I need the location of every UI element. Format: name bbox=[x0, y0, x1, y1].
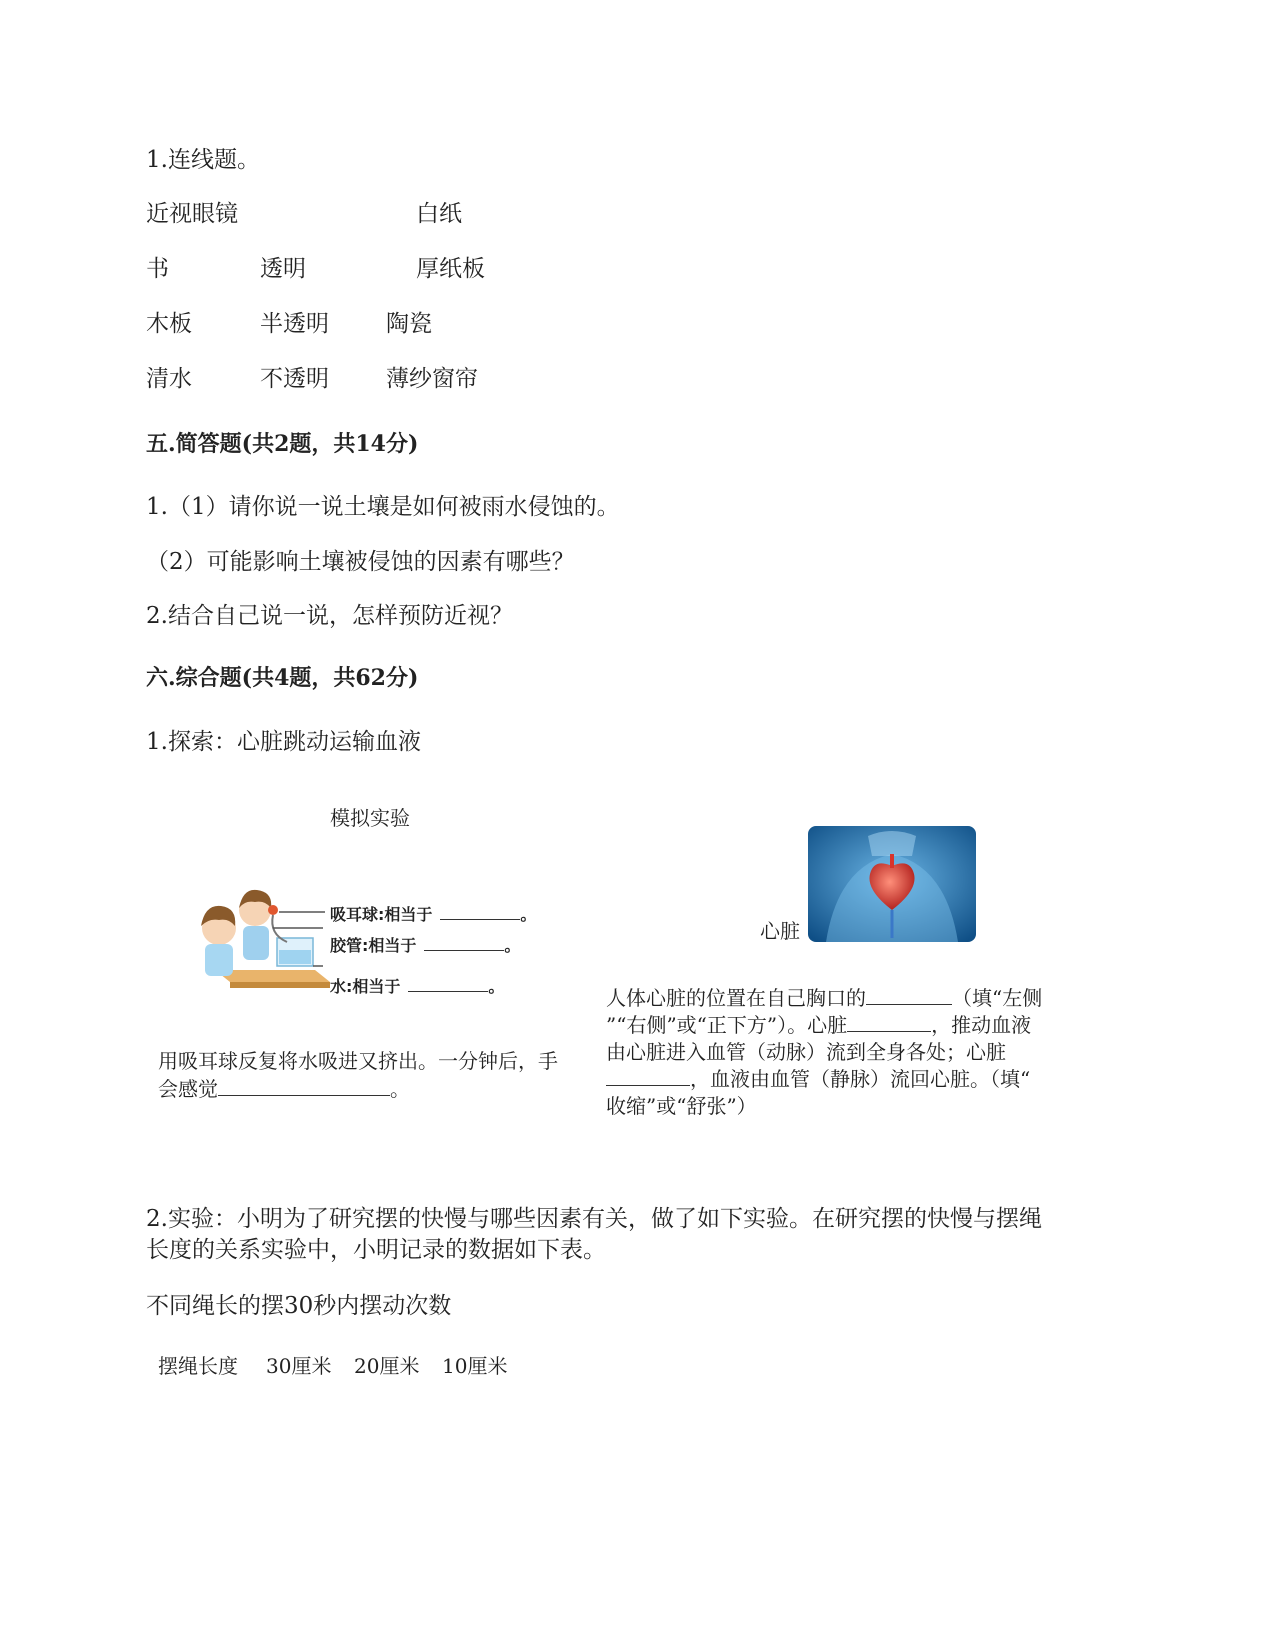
heart-text-line4 bbox=[606, 1066, 1030, 1093]
match-left-4: 清水 bbox=[146, 366, 192, 392]
blank-water[interactable] bbox=[408, 991, 488, 992]
heart-text-p1: 人体心脏的位置在自己胸口的 bbox=[606, 986, 866, 1010]
match-right-1: 白纸 bbox=[416, 201, 462, 227]
sim-text-line2-start: 会感觉 bbox=[158, 1077, 218, 1101]
heart-text-line1 bbox=[606, 985, 1042, 1012]
label-tube-end: 。 bbox=[504, 936, 521, 955]
section-6-q1-title: 1.探索：心脏跳动运输血液 bbox=[146, 729, 421, 755]
match-mid-2: 透明 bbox=[260, 256, 306, 282]
label-bulb-text: 吸耳球:相当于 bbox=[330, 905, 433, 924]
match-right-3: 陶瓷 bbox=[386, 311, 432, 337]
table-title: 不同绳长的摆30秒内摆动次数 bbox=[146, 1293, 452, 1319]
match-left-3: 木板 bbox=[146, 311, 192, 337]
label-bulb-end: 。 bbox=[520, 905, 537, 924]
blank-bulb[interactable] bbox=[440, 919, 520, 920]
blank-hand-feeling[interactable] bbox=[218, 1095, 390, 1096]
blank-heart-action-2[interactable] bbox=[606, 1085, 690, 1086]
q-matching-title: 1.连线题。 bbox=[146, 147, 260, 173]
section-6-q2-line2: 长度的关系实验中，小明记录的数据如下表。 bbox=[146, 1237, 606, 1263]
label-water-end: 。 bbox=[488, 977, 505, 996]
heart-text-p3: ”“右侧”或“正下方”）。心脏 bbox=[606, 1013, 848, 1037]
heart-illustration bbox=[808, 826, 976, 942]
sim-experiment-title: 模拟实验 bbox=[330, 806, 410, 830]
match-left-1: 近视眼镜 bbox=[146, 201, 238, 227]
heart-text-p4: ，推动血液 bbox=[931, 1013, 1032, 1037]
match-mid-3: 半透明 bbox=[260, 311, 329, 337]
section-5-title: 五.简答题(共2题，共14分) bbox=[146, 431, 419, 457]
table-header-row bbox=[158, 1353, 530, 1380]
blank-heart-position[interactable] bbox=[866, 1004, 952, 1005]
match-left-2: 书 bbox=[146, 256, 169, 282]
blank-heart-action-1[interactable] bbox=[847, 1031, 931, 1032]
sim-text-line1: 用吸耳球反复将水吸进又挤出。一分钟后，手 bbox=[158, 1049, 558, 1073]
label-tube-text: 胶管:相当于 bbox=[330, 936, 417, 955]
section-5-q1b: （2）可能影响土壤被侵蚀的因素有哪些？ bbox=[146, 549, 575, 575]
section-6-q2-line1: 2.实验：小明为了研究摆的快慢与哪些因素有关，做了如下实验。在研究摆的快慢与摆绳 bbox=[146, 1206, 1042, 1232]
label-tube bbox=[330, 933, 520, 956]
match-mid-4: 不透明 bbox=[260, 366, 329, 392]
table-header-10cm: 10厘米 bbox=[442, 1354, 508, 1378]
heart-text-line5: 收缩”或“舒张”） bbox=[606, 1094, 757, 1118]
section-5-q2: 2.结合自己说一说，怎样预防近视？ bbox=[146, 603, 513, 629]
label-water-text: 水:相当于 bbox=[330, 977, 401, 996]
heart-text-line3: 由心脏进入血管（动脉）流到全身各处；心脏 bbox=[606, 1040, 1006, 1064]
heart-label: 心脏 bbox=[760, 919, 800, 943]
section-6-title: 六.综合题(共4题，共62分) bbox=[146, 665, 419, 691]
heart-text-p2: （填“左侧 bbox=[952, 986, 1043, 1010]
label-bulb bbox=[330, 902, 536, 925]
blank-tube[interactable] bbox=[424, 950, 504, 951]
heart-text-p6: ，血液由血管（静脉）流回心脏。（填“ bbox=[690, 1067, 1031, 1091]
match-right-2: 厚纸板 bbox=[416, 256, 485, 282]
table-header-30cm: 30厘米 bbox=[266, 1354, 332, 1378]
sim-text-line2 bbox=[158, 1076, 410, 1103]
heart-text-line2 bbox=[606, 1012, 1031, 1039]
label-water bbox=[330, 974, 504, 997]
section-5-q1a: 1.（1）请你说一说土壤是如何被雨水侵蚀的。 bbox=[146, 494, 620, 520]
table-header-20cm: 20厘米 bbox=[354, 1354, 420, 1378]
sim-text-line2-end: 。 bbox=[390, 1077, 410, 1101]
table-header-length: 摆绳长度 bbox=[158, 1354, 238, 1378]
match-right-4: 薄纱窗帘 bbox=[386, 366, 478, 392]
